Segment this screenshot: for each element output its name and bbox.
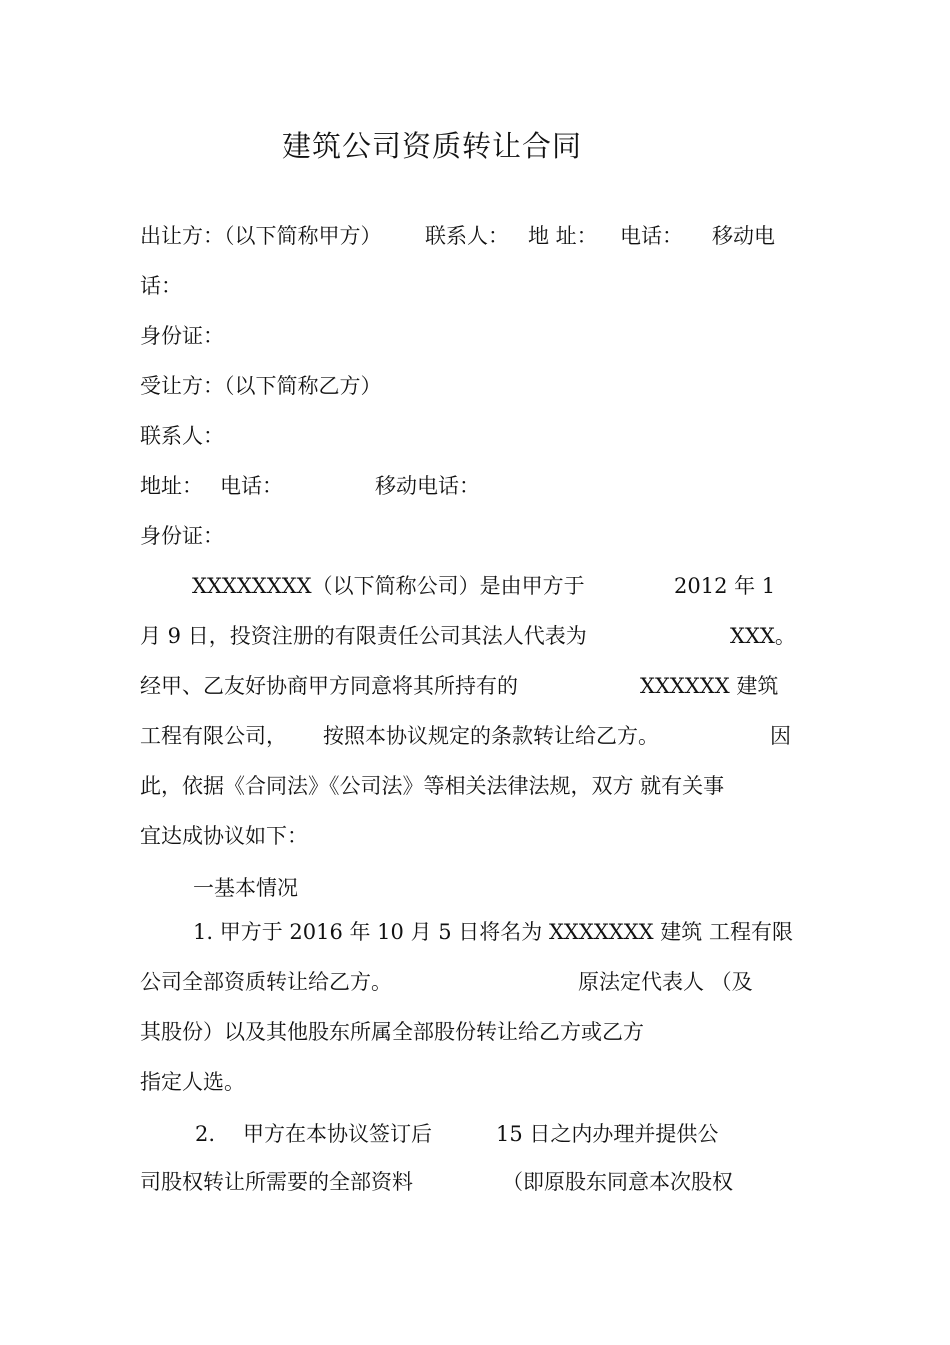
intro-line-5: 此，依据《合同法》《公司法》等相关法律法规，双方 就有关事: [140, 774, 725, 798]
clause-text: 15 日之内办理并提供公: [496, 1122, 719, 1146]
clause-text: 甲方在本协议签订后: [243, 1122, 432, 1146]
clause-number: 2.: [195, 1122, 216, 1146]
intro-text: XXXXXXXX（以下简称公司）是由甲方于: [192, 574, 585, 598]
party-b-mobile-label: 移动电话：: [375, 474, 480, 498]
intro-text: 因: [770, 724, 791, 748]
clause-text: （即原股东同意本次股权: [502, 1170, 733, 1194]
party-a-label: 出让方：（以下简称甲方）: [140, 224, 382, 248]
party-a-mobile-label: 移动电: [712, 224, 775, 248]
party-a-phone-label: 电话：: [620, 224, 683, 248]
party-a-id-label: 身份证：: [140, 324, 224, 348]
clause-1-line-4: 指定人选。: [140, 1070, 245, 1094]
intro-text: 按照本协议规定的条款转让给乙方。: [323, 724, 659, 748]
party-b-label: 受让方：（以下简称乙方）: [140, 374, 382, 398]
intro-text: 月 9 日，投资注册的有限责任公司其法人代表为: [140, 624, 587, 648]
party-b-id-label: 身份证：: [140, 524, 224, 548]
intro-text: 经甲、乙友好协商甲方同意将其所持有的: [140, 674, 518, 698]
clause-text: 原法定代表人 （及: [578, 970, 753, 994]
party-b-contact-label: 联系人：: [140, 424, 224, 448]
party-b-phone-label: 电话：: [220, 474, 283, 498]
intro-text: 工程有限公司，: [140, 724, 287, 748]
party-a-line-2: 话：: [140, 274, 182, 298]
clause-text: 公司全部资质转让给乙方。: [140, 970, 392, 994]
intro-line-6: 宜达成协议如下：: [140, 824, 308, 848]
party-a-contact-label: 联系人：: [425, 224, 509, 248]
intro-legal-rep: XXX。: [730, 624, 796, 648]
clause-1-line-3: 其股份）以及其他股东所属全部股份转让给乙方或乙方: [140, 1020, 644, 1044]
party-b-address-label: 地址：: [140, 474, 203, 498]
clause-1-line-1: 1. 甲方于 2016 年 10 月 5 日将名为 XXXXXXX 建筑 工程有限: [193, 920, 793, 944]
section-1-heading: 一基本情况: [193, 876, 298, 900]
party-a-address-label: 地 址：: [528, 224, 598, 248]
clause-text: 司股权转让所需要的全部资料: [140, 1170, 413, 1194]
intro-date: 2012 年 1: [674, 574, 776, 598]
contract-title: 建筑公司资质转让合同: [282, 129, 583, 163]
intro-company: XXXXXX 建筑: [640, 674, 779, 698]
